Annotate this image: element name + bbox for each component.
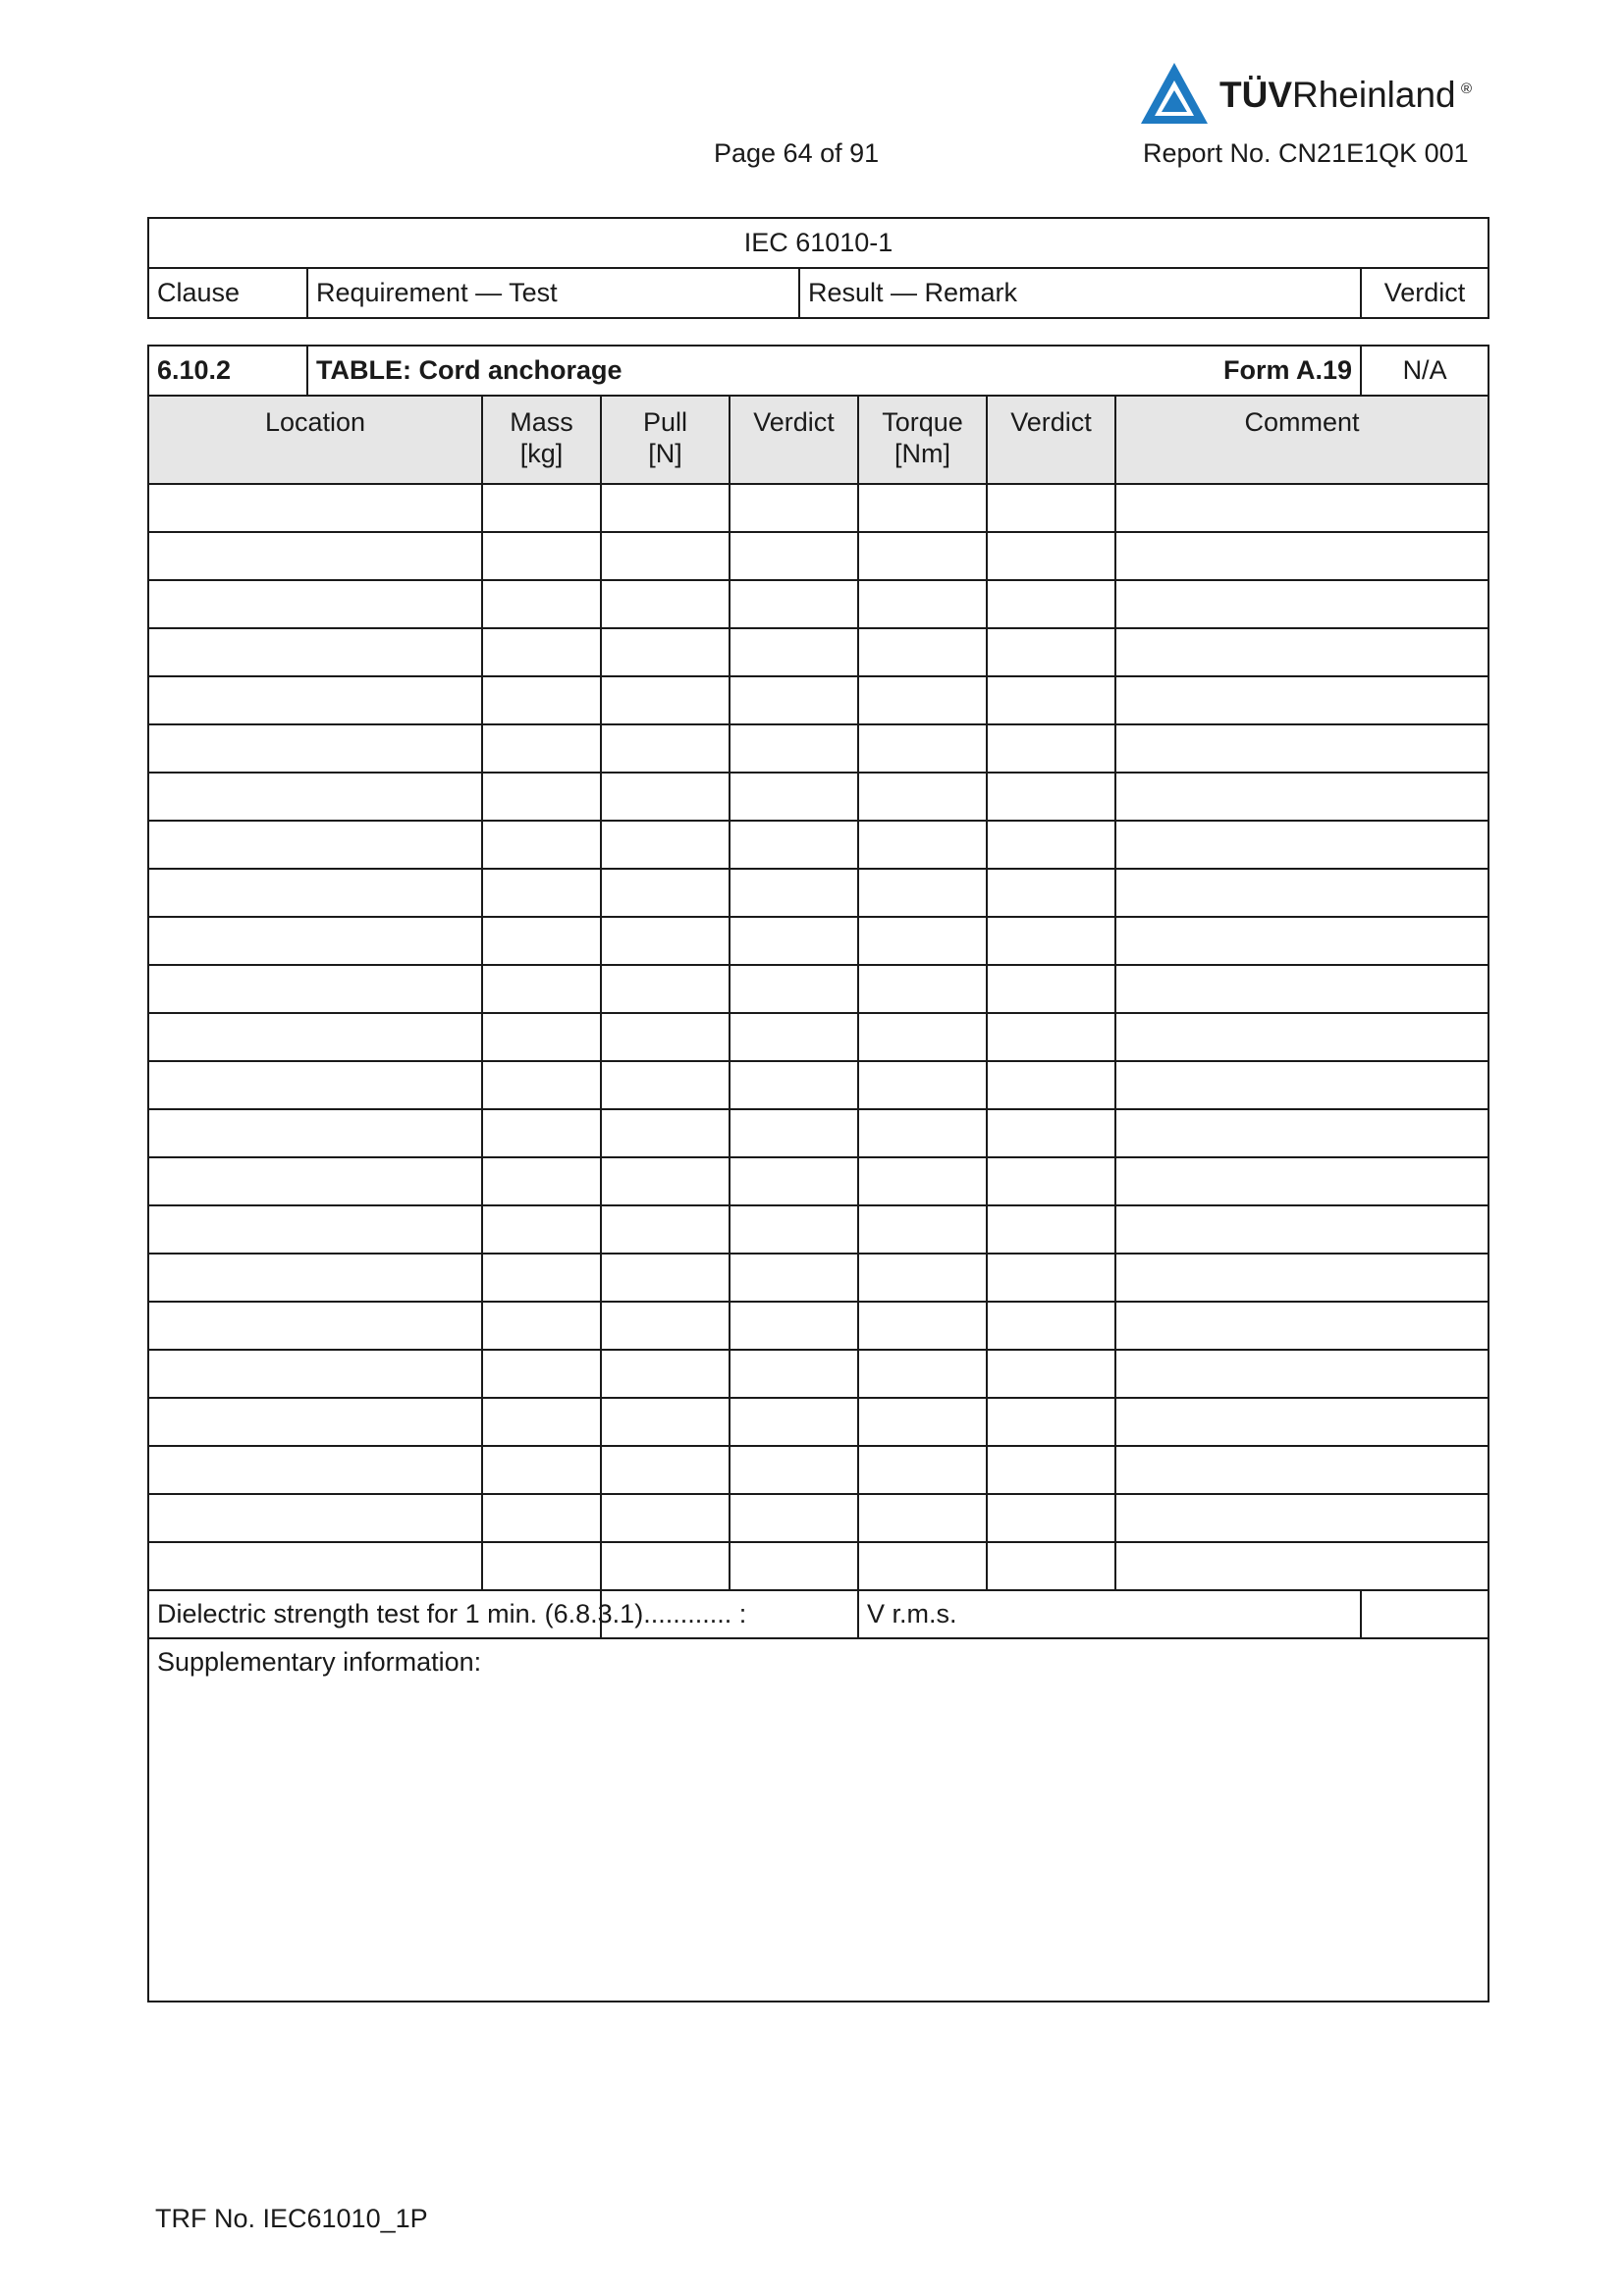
cell-location	[148, 1109, 482, 1157]
cell-pull	[601, 965, 730, 1013]
report-number: Report No. CN21E1QK 001	[1143, 138, 1469, 168]
cell-verdict-pull	[730, 1205, 858, 1254]
table-row	[148, 917, 1489, 965]
cell-verdict-pull	[730, 821, 858, 869]
cell-pull	[601, 676, 730, 724]
cell-pull	[601, 484, 730, 532]
table-row	[148, 1350, 1489, 1398]
cell-torque	[858, 1254, 987, 1302]
cell-pull	[601, 1254, 730, 1302]
column-pull: Pull [N]	[601, 396, 730, 484]
cell-mass	[482, 1254, 601, 1302]
cell-verdict-torque	[987, 1494, 1115, 1542]
cell-comment	[1115, 532, 1489, 580]
cell-verdict-pull	[730, 580, 858, 628]
cell-mass	[482, 821, 601, 869]
cell-comment	[1115, 1109, 1489, 1157]
cell-torque	[858, 917, 987, 965]
cell-mass	[482, 869, 601, 917]
cell-verdict-torque	[987, 1302, 1115, 1350]
cell-verdict-pull	[730, 532, 858, 580]
cell-pull	[601, 1494, 730, 1542]
cell-verdict-pull	[730, 917, 858, 965]
cell-verdict-pull	[730, 1446, 858, 1494]
cell-torque	[858, 1494, 987, 1542]
table-row	[148, 1013, 1489, 1061]
cell-pull	[601, 1061, 730, 1109]
table-title-cell	[307, 346, 1361, 396]
table-row	[148, 532, 1489, 580]
cell-verdict-torque	[987, 580, 1115, 628]
cell-torque	[858, 724, 987, 773]
cell-verdict-torque	[987, 1157, 1115, 1205]
cell-torque	[858, 1061, 987, 1109]
cell-mass	[482, 484, 601, 532]
column-result-remark: Result — Remark	[799, 268, 1361, 318]
cell-mass	[482, 1205, 601, 1254]
cell-location	[148, 532, 482, 580]
cell-verdict-torque	[987, 1350, 1115, 1398]
cell-torque	[858, 1446, 987, 1494]
cell-verdict-torque	[987, 1061, 1115, 1109]
cell-verdict-pull	[730, 1061, 858, 1109]
table-row	[148, 869, 1489, 917]
cell-verdict-pull	[730, 965, 858, 1013]
cell-verdict-pull	[730, 484, 858, 532]
cell-location	[148, 1350, 482, 1398]
logo-brand-text: TÜVRheinland	[1219, 75, 1456, 115]
cell-comment	[1115, 628, 1489, 676]
cell-torque	[858, 1542, 987, 1590]
cell-torque	[858, 484, 987, 532]
cell-verdict-pull	[730, 1254, 858, 1302]
cell-mass	[482, 965, 601, 1013]
cell-mass	[482, 1109, 601, 1157]
cell-location	[148, 1302, 482, 1350]
cell-location	[148, 580, 482, 628]
cell-mass	[482, 532, 601, 580]
cell-pull	[601, 1109, 730, 1157]
table-row	[148, 1494, 1489, 1542]
cell-location	[148, 1398, 482, 1446]
cell-comment	[1115, 965, 1489, 1013]
cell-pull	[601, 773, 730, 821]
cell-torque	[858, 1302, 987, 1350]
cell-pull	[601, 1542, 730, 1590]
cell-comment	[1115, 1061, 1489, 1109]
cell-comment	[1115, 821, 1489, 869]
column-verdict-torque: Verdict	[987, 396, 1115, 484]
tuv-rheinland-logo	[1139, 61, 1483, 130]
cell-comment	[1115, 1494, 1489, 1542]
cell-verdict-pull	[730, 724, 858, 773]
cell-comment	[1115, 869, 1489, 917]
cell-verdict-torque	[987, 1542, 1115, 1590]
cell-comment	[1115, 724, 1489, 773]
cell-torque	[858, 773, 987, 821]
table-row	[148, 1109, 1489, 1157]
cell-mass	[482, 1061, 601, 1109]
cell-verdict-pull	[730, 1542, 858, 1590]
cell-verdict-pull	[730, 1494, 858, 1542]
cell-pull	[601, 821, 730, 869]
cell-verdict-torque	[987, 1398, 1115, 1446]
table-row	[148, 628, 1489, 676]
cell-verdict-torque	[987, 773, 1115, 821]
cell-pull	[601, 1157, 730, 1205]
cell-mass	[482, 1302, 601, 1350]
cell-location	[148, 1205, 482, 1254]
cell-torque	[858, 1398, 987, 1446]
table-row	[148, 1446, 1489, 1494]
cell-verdict-pull	[730, 1109, 858, 1157]
cell-torque	[858, 965, 987, 1013]
cell-mass	[482, 1398, 601, 1446]
cell-verdict-torque	[987, 1446, 1115, 1494]
cell-verdict-pull	[730, 773, 858, 821]
table-row	[148, 1061, 1489, 1109]
cell-verdict-pull	[730, 676, 858, 724]
cell-verdict-torque	[987, 917, 1115, 965]
table-row	[148, 1542, 1489, 1590]
cord-anchorage-table	[147, 345, 1489, 2002]
cell-verdict-torque	[987, 1013, 1115, 1061]
cell-pull	[601, 869, 730, 917]
dielectric-label: Dielectric strength test for 1 min. (6.8.3.1)............ :	[148, 1590, 601, 1638]
cell-torque	[858, 580, 987, 628]
cell-pull	[601, 724, 730, 773]
cell-verdict-torque	[987, 1205, 1115, 1254]
cell-torque	[858, 1013, 987, 1061]
cell-pull	[601, 1302, 730, 1350]
cell-torque	[858, 821, 987, 869]
cell-verdict-torque	[987, 532, 1115, 580]
form-number: Form A.19	[1223, 355, 1353, 385]
table-verdict: N/A	[1361, 346, 1489, 396]
cell-torque	[858, 1157, 987, 1205]
cell-verdict-pull	[730, 1157, 858, 1205]
cell-mass	[482, 580, 601, 628]
column-comment: Comment	[1115, 396, 1489, 484]
cell-pull	[601, 1446, 730, 1494]
cell-location	[148, 1542, 482, 1590]
cell-verdict-pull	[730, 628, 858, 676]
cell-comment	[1115, 580, 1489, 628]
cell-location	[148, 1061, 482, 1109]
column-clause: Clause	[148, 268, 307, 318]
cell-torque	[858, 1109, 987, 1157]
cell-verdict-torque	[987, 628, 1115, 676]
column-verdict-pull: Verdict	[730, 396, 858, 484]
cell-verdict-pull	[730, 1013, 858, 1061]
cell-pull	[601, 1205, 730, 1254]
cell-torque	[858, 869, 987, 917]
cell-verdict-torque	[987, 869, 1115, 917]
cell-mass	[482, 1494, 601, 1542]
cell-comment	[1115, 1542, 1489, 1590]
cell-verdict-torque	[987, 821, 1115, 869]
column-verdict: Verdict	[1361, 268, 1489, 318]
cell-pull	[601, 580, 730, 628]
clause-number: 6.10.2	[148, 346, 307, 396]
cell-location	[148, 1013, 482, 1061]
table-row	[148, 1398, 1489, 1446]
cell-verdict-torque	[987, 1254, 1115, 1302]
table-row	[148, 1302, 1489, 1350]
registered-mark: ®	[1461, 80, 1473, 97]
cell-location	[148, 965, 482, 1013]
table-row	[148, 965, 1489, 1013]
dielectric-row	[148, 1590, 1489, 1638]
table-row	[148, 484, 1489, 532]
standard-name: IEC 61010-1	[148, 218, 1489, 268]
cell-verdict-pull	[730, 1302, 858, 1350]
dielectric-unit: V r.m.s.	[858, 1590, 1361, 1638]
cell-verdict-torque	[987, 724, 1115, 773]
cell-torque	[858, 532, 987, 580]
table-row	[148, 724, 1489, 773]
cell-location	[148, 917, 482, 965]
cell-comment	[1115, 1398, 1489, 1446]
cell-location	[148, 821, 482, 869]
cell-torque	[858, 628, 987, 676]
column-mass: Mass [kg]	[482, 396, 601, 484]
cell-location	[148, 869, 482, 917]
cell-comment	[1115, 917, 1489, 965]
table-row	[148, 580, 1489, 628]
cell-torque	[858, 1350, 987, 1398]
cell-torque	[858, 1205, 987, 1254]
cell-pull	[601, 1350, 730, 1398]
cell-verdict-torque	[987, 1109, 1115, 1157]
cell-comment	[1115, 1205, 1489, 1254]
cell-pull	[601, 1398, 730, 1446]
table-title: TABLE: Cord anchorage	[316, 355, 623, 385]
cell-verdict-pull	[730, 1398, 858, 1446]
cell-location	[148, 1494, 482, 1542]
cell-mass	[482, 628, 601, 676]
standard-header-table	[147, 217, 1489, 319]
supplementary-row	[148, 1638, 1489, 2002]
column-torque: Torque [Nm]	[858, 396, 987, 484]
page-number: Page 64 of 91	[714, 138, 880, 168]
cell-mass	[482, 676, 601, 724]
cell-verdict-torque	[987, 676, 1115, 724]
cell-verdict-torque	[987, 965, 1115, 1013]
supplementary-cell	[148, 1638, 1489, 2002]
cell-location	[148, 1254, 482, 1302]
dielectric-verdict	[1361, 1590, 1489, 1638]
cell-location	[148, 628, 482, 676]
column-header-row	[148, 396, 1489, 484]
cell-comment	[1115, 773, 1489, 821]
supplementary-label: Supplementary information:	[157, 1647, 482, 1677]
column-location: Location	[148, 396, 482, 484]
table-row	[148, 773, 1489, 821]
cell-location	[148, 484, 482, 532]
cell-mass	[482, 773, 601, 821]
cell-verdict-pull	[730, 869, 858, 917]
cell-pull	[601, 1013, 730, 1061]
table-row	[148, 1254, 1489, 1302]
cell-mass	[482, 1446, 601, 1494]
cell-comment	[1115, 484, 1489, 532]
cell-location	[148, 676, 482, 724]
cell-verdict-torque	[987, 484, 1115, 532]
cell-mass	[482, 917, 601, 965]
cell-mass	[482, 724, 601, 773]
cell-torque	[858, 676, 987, 724]
tuv-triangle-icon	[1139, 61, 1210, 126]
cell-comment	[1115, 1302, 1489, 1350]
cell-comment	[1115, 1157, 1489, 1205]
cell-location	[148, 1157, 482, 1205]
cell-comment	[1115, 1350, 1489, 1398]
cell-comment	[1115, 1013, 1489, 1061]
cell-pull	[601, 532, 730, 580]
table-row	[148, 821, 1489, 869]
cell-location	[148, 724, 482, 773]
cell-location	[148, 773, 482, 821]
cell-mass	[482, 1157, 601, 1205]
cell-comment	[1115, 1254, 1489, 1302]
trf-number: TRF No. IEC61010_1P	[155, 2204, 428, 2233]
table-row	[148, 1157, 1489, 1205]
table-row	[148, 676, 1489, 724]
cell-verdict-pull	[730, 1350, 858, 1398]
table-row	[148, 1205, 1489, 1254]
cell-mass	[482, 1013, 601, 1061]
column-requirement-test: Requirement — Test	[307, 268, 799, 318]
cell-comment	[1115, 1446, 1489, 1494]
cell-mass	[482, 1350, 601, 1398]
cell-comment	[1115, 676, 1489, 724]
cell-pull	[601, 917, 730, 965]
cell-pull	[601, 628, 730, 676]
cell-mass	[482, 1542, 601, 1590]
cell-location	[148, 1446, 482, 1494]
